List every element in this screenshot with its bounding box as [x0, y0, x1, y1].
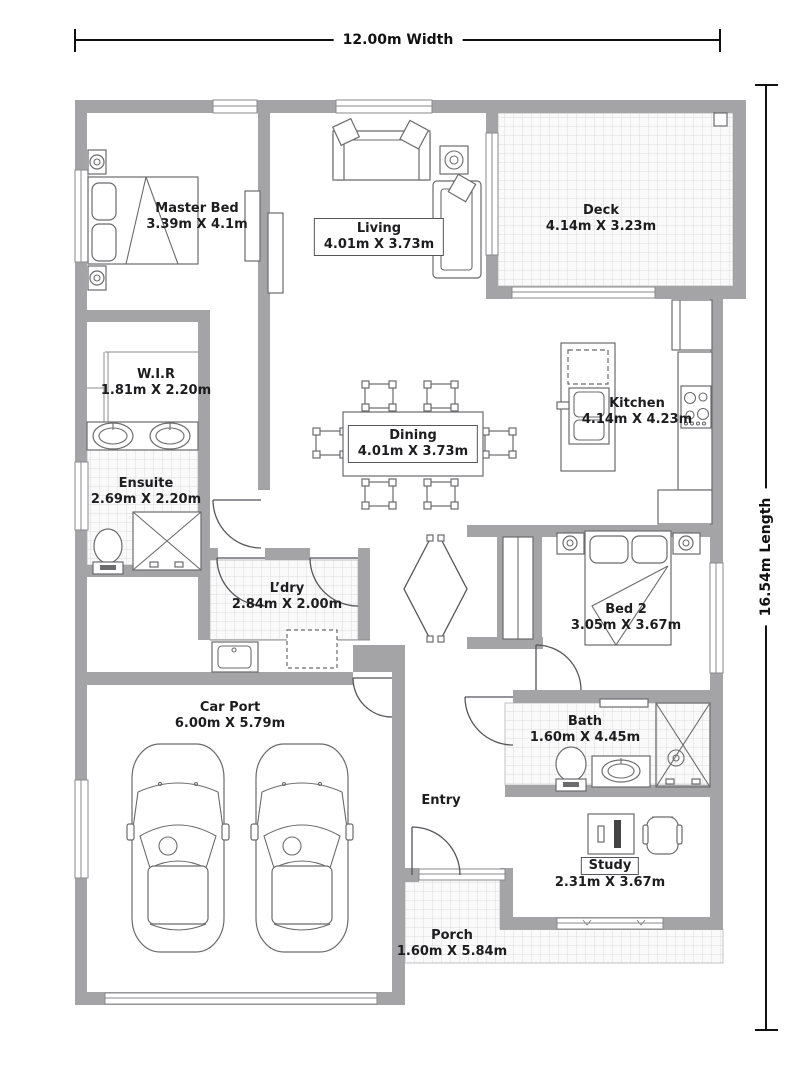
- room-dims: 1.60m X 5.84m: [396, 944, 508, 959]
- toilet-icon: [94, 529, 122, 563]
- room-name: Entry: [421, 793, 461, 808]
- desk-icon: [588, 814, 634, 854]
- room-dims: 4.14m X 3.23m: [545, 219, 657, 234]
- room-label-master-bed: [146, 201, 247, 233]
- room-label-porch: [397, 928, 507, 960]
- room-name: Master Bed: [155, 201, 239, 216]
- room-label-deck: [546, 203, 656, 235]
- hall-bifold-doors: [404, 535, 467, 642]
- hall-closet: [503, 537, 533, 639]
- room-label-dining: [348, 425, 478, 463]
- robe-slider-icon: [268, 213, 283, 293]
- room-dims: 1.81m X 2.20m: [100, 383, 212, 398]
- room-name: Study: [581, 857, 640, 875]
- window-carport-left: [75, 780, 88, 878]
- room-dims: 4.14m X 4.23m: [581, 412, 693, 427]
- lamp-icon: [90, 271, 104, 285]
- study-furniture: [588, 814, 682, 854]
- corner-cabinet: [658, 490, 712, 524]
- room-label-wir: [101, 367, 211, 399]
- pillow-icon: [632, 536, 667, 563]
- toilet-icon: [556, 747, 586, 781]
- room-name: Bath: [567, 714, 603, 729]
- deck-sliding-door: [512, 287, 655, 298]
- chair-icon: [313, 428, 347, 458]
- garage-opening: [105, 993, 377, 1004]
- room-name: Dining: [389, 428, 437, 443]
- dishwasher-icon: [568, 350, 608, 384]
- bed2-door: [536, 645, 581, 690]
- office-chair-icon: [643, 817, 682, 854]
- carport-door: [353, 678, 392, 717]
- room-label-living: [314, 218, 444, 256]
- room-label-kitchen: [582, 396, 692, 428]
- side-table-icon: [440, 146, 468, 174]
- chair-icon: [424, 381, 458, 411]
- room-name: Ensuite: [118, 476, 174, 491]
- length-dimension-label: 16.54m Length: [758, 489, 774, 626]
- pillow-icon: [590, 536, 628, 563]
- deck-floor: [498, 113, 733, 286]
- vanity-icon: [592, 756, 650, 787]
- washer-icon: [287, 630, 337, 668]
- carport-cars: [127, 744, 353, 952]
- car-icon: [251, 744, 353, 952]
- hall-door: [213, 500, 261, 548]
- room-label-entry: [421, 793, 460, 809]
- shower-icon: [133, 512, 201, 570]
- room-name: Bed 2: [605, 602, 647, 617]
- chair-icon: [362, 381, 396, 411]
- room-dims: 3.05m X 3.67m: [570, 618, 682, 633]
- laundry-tub-icon: [212, 642, 258, 672]
- room-dims: 3.39m X 4.1m: [146, 217, 248, 232]
- chair-icon: [482, 428, 516, 458]
- room-label-bed2: [571, 602, 681, 634]
- car-icon: [127, 744, 229, 952]
- room-label-study: [555, 857, 665, 891]
- room-dims: 4.01m X 3.73m: [323, 237, 435, 252]
- room-label-ensuite: [91, 476, 201, 508]
- chair-icon: [362, 479, 396, 509]
- room-name: Kitchen: [609, 396, 665, 411]
- width-dimension-label: 12.00m Width: [334, 32, 463, 48]
- window-ensuite-left: [75, 462, 88, 530]
- window-living-top: [336, 100, 432, 113]
- room-label-laundry: [232, 581, 342, 613]
- lamp-icon: [679, 536, 693, 550]
- room-name: Deck: [583, 203, 619, 218]
- room-name: Living: [356, 221, 402, 236]
- pillow-icon: [92, 183, 116, 220]
- room-name: Porch: [431, 928, 473, 943]
- room-label-carport: [175, 700, 285, 732]
- pillow-icon: [92, 224, 116, 261]
- window-study-bottom: [557, 918, 663, 929]
- room-dims: 2.84m X 2.00m: [231, 597, 343, 612]
- deck-post: [714, 113, 727, 126]
- chair-icon: [424, 479, 458, 509]
- window-living-deck: [486, 133, 498, 255]
- entry-sidelight: [419, 869, 505, 880]
- bath-shelf: [600, 699, 648, 707]
- lamp-icon: [563, 536, 577, 550]
- room-dims: 1.60m X 4.45m: [529, 730, 641, 745]
- room-name: Car Port: [199, 700, 261, 715]
- window-master-left: [75, 170, 88, 262]
- fridge-icon: [672, 300, 712, 350]
- lamp-icon: [90, 155, 104, 169]
- window-master-top: [213, 100, 257, 113]
- room-name: W.I.R: [136, 367, 176, 382]
- room-dims: 6.00m X 5.79m: [174, 716, 286, 731]
- room-label-bath: [530, 714, 640, 746]
- entry-door: [412, 827, 460, 875]
- room-dims: 2.69m X 2.20m: [90, 492, 202, 507]
- room-dims: 2.31m X 3.67m: [554, 875, 666, 890]
- room-dims: 4.01m X 3.73m: [357, 444, 469, 459]
- window-bed2-right: [710, 563, 723, 673]
- room-name: L’dry: [269, 581, 305, 596]
